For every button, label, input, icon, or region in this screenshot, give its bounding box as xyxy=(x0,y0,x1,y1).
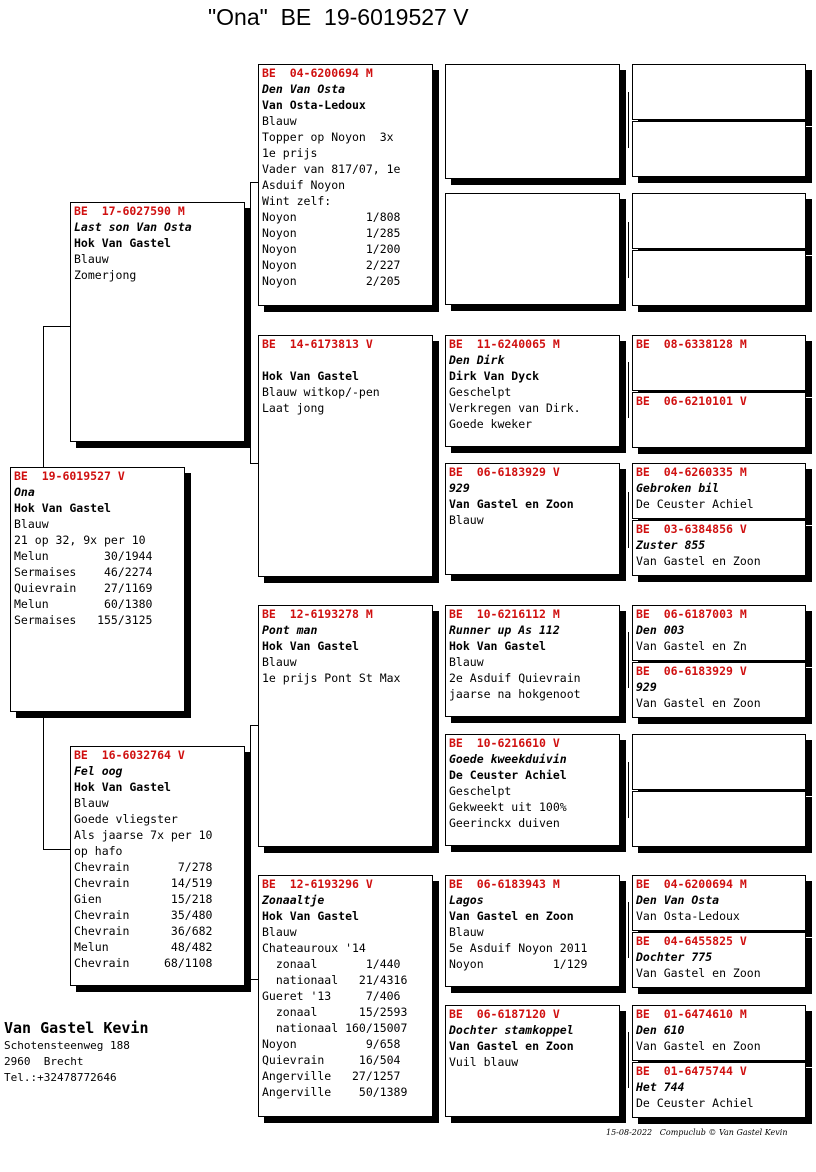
ring-number: BE 10-6216112 M xyxy=(449,607,560,621)
pigeon-card-g6[interactable] xyxy=(632,662,806,718)
pigeon-info: Quievrain 16/504 xyxy=(262,1053,401,1067)
pigeon-info: Gien 15/218 xyxy=(74,892,213,906)
pigeon-name: Het 744 xyxy=(636,1080,685,1094)
pigeon-info: Geschelpt xyxy=(449,385,512,399)
pigeon-info: Wint zelf: xyxy=(262,194,332,208)
pigeon-owner: Van Gastel en Zoon xyxy=(636,966,761,980)
pigeon-name: Gebroken bil xyxy=(636,481,720,495)
pigeon-card-dds[interactable] xyxy=(445,875,620,987)
pigeon-info: Blauw xyxy=(449,925,484,939)
connector xyxy=(43,326,71,327)
pigeon-name: Den Dirk xyxy=(449,353,505,367)
ring-number: BE 06-6183929 V xyxy=(636,664,747,678)
pigeon-card-subject[interactable] xyxy=(10,467,185,712)
pigeon-card-empty[interactable] xyxy=(632,64,806,120)
pigeon-info: Angerville 50/1389 xyxy=(262,1085,408,1099)
connector xyxy=(628,362,629,418)
pigeon-owner: Van Gastel en Zoon xyxy=(636,1039,761,1053)
ring-number: BE 10-6216610 V xyxy=(449,736,560,750)
pigeon-card-sdd[interactable] xyxy=(445,463,620,575)
pigeon-info: Blauw xyxy=(14,517,49,531)
pigeon-owner: Van Gastel en Zoon xyxy=(636,554,761,568)
pigeon-info: Chevrain 68/1108 xyxy=(74,956,213,970)
ring-number: BE 19-6019527 V xyxy=(14,469,125,483)
pigeon-card-g8[interactable] xyxy=(632,932,806,988)
pigeon-card-g1[interactable] xyxy=(632,335,806,391)
pigeon-info: Als jaarse 7x per 10 xyxy=(74,828,213,842)
ring-number: BE 11-6240065 M xyxy=(449,337,560,351)
connector xyxy=(43,849,71,850)
pigeon-owner: De Ceuster Achiel xyxy=(449,768,567,782)
pigeon-name: Fel oog xyxy=(74,764,123,778)
breeder-street: Schotensteenweg 188 xyxy=(4,1039,130,1052)
page-title: "Ona" BE 19-6019527 V xyxy=(208,4,469,30)
pigeon-info: Noyon 2/227 xyxy=(262,258,401,272)
pigeon-name: Pont man xyxy=(262,623,318,637)
ring-number: BE 12-6193296 V xyxy=(262,877,373,891)
pigeon-card-g5[interactable] xyxy=(632,605,806,661)
pigeon-info: Laat jong xyxy=(262,401,325,415)
pigeon-info: Melun 48/482 xyxy=(74,940,213,954)
pigeon-owner: Van Gastel en Zoon xyxy=(449,909,574,923)
pigeon-card-dss[interactable] xyxy=(445,605,620,717)
pigeon-owner: Hok Van Gastel xyxy=(262,369,359,383)
pigeon-name: Dochter stamkoppel xyxy=(449,1023,574,1037)
pigeon-card-sds[interactable] xyxy=(445,335,620,447)
pigeon-info: Blauw xyxy=(262,925,297,939)
pigeon-info: Chevrain 14/519 xyxy=(74,876,213,890)
pigeon-owner: Hok Van Gastel xyxy=(74,780,171,794)
pigeon-owner: De Ceuster Achiel xyxy=(636,1096,754,1110)
pigeon-card-g7[interactable] xyxy=(632,875,806,931)
pigeon-info: Melun 60/1380 xyxy=(14,597,153,611)
pigeon-info: Verkregen van Dirk. xyxy=(449,401,581,415)
pigeon-info: Blauw xyxy=(449,513,484,527)
pigeon-card-empty[interactable] xyxy=(445,64,620,179)
connector xyxy=(628,632,629,688)
pigeon-info: Sermaises 155/3125 xyxy=(14,613,153,627)
pigeon-card-empty[interactable] xyxy=(632,193,806,249)
pigeon-info: Gekweekt uit 100% xyxy=(449,800,567,814)
pigeon-name: Goede kweekduivin xyxy=(449,752,567,766)
pigeon-owner: Hok Van Gastel xyxy=(449,639,546,653)
pigeon-info: Noyon 1/285 xyxy=(262,226,401,240)
pigeon-info: op hafo xyxy=(74,844,123,858)
pigeon-info: Chevrain 7/278 xyxy=(74,860,213,874)
pigeon-card-g10[interactable] xyxy=(632,1062,806,1118)
pigeon-info: Geschelpt xyxy=(449,784,512,798)
pigeon-info: Zomerjong xyxy=(74,268,137,282)
ring-number: BE 06-6183943 M xyxy=(449,877,560,891)
connector xyxy=(438,662,439,790)
pigeon-info: zonaal 1/440 xyxy=(262,957,401,971)
ring-number: BE 03-6384856 V xyxy=(636,522,747,536)
pigeon-card-sire[interactable] xyxy=(70,202,245,442)
pigeon-card-g3[interactable] xyxy=(632,463,806,519)
pigeon-owner: Hok Van Gastel xyxy=(74,236,171,250)
pigeon-info: Geerinckx duiven xyxy=(449,816,560,830)
pigeon-card-empty[interactable] xyxy=(632,121,806,177)
pigeon-info: Noyon 1/808 xyxy=(262,210,401,224)
pigeon-info: 21 op 32, 9x per 10 xyxy=(14,533,146,547)
connector xyxy=(628,902,629,958)
pigeon-name: Zonaaltje xyxy=(262,893,325,907)
breeder-info xyxy=(4,1018,149,1086)
pigeon-card-empty[interactable] xyxy=(445,193,620,305)
ring-number: BE 01-6475744 V xyxy=(636,1064,747,1078)
ring-number: BE 01-6474610 M xyxy=(636,1007,747,1021)
pigeon-info: Noyon 1/129 xyxy=(449,957,588,971)
pigeon-name: Den Van Osta xyxy=(262,82,346,96)
pigeon-name: 929 xyxy=(636,680,657,694)
pigeon-info: Vader van 817/07, 1e xyxy=(262,162,401,176)
pigeon-card-ddd[interactable] xyxy=(445,1005,620,1117)
ring-number: BE 04-6200694 M xyxy=(636,877,747,891)
pigeon-info: Chevrain 36/682 xyxy=(74,924,213,938)
pigeon-name: Dochter 775 xyxy=(636,950,713,964)
connector xyxy=(438,932,439,1060)
ring-number: BE 04-6260335 M xyxy=(636,465,747,479)
pigeon-info: Vuil blauw xyxy=(449,1055,519,1069)
connector xyxy=(438,122,439,250)
pigeon-info: nationaal 160/15007 xyxy=(262,1021,408,1035)
pigeon-name: Den 003 xyxy=(636,623,685,637)
pigeon-name: 929 xyxy=(449,481,470,495)
pigeon-card-empty[interactable] xyxy=(632,734,806,790)
pigeon-info: jaarse na hokgenoot xyxy=(449,687,581,701)
pigeon-owner: Van Gastel en Zn xyxy=(636,639,747,653)
pigeon-info: Gueret '13 7/406 xyxy=(262,989,401,1003)
pigeon-name: Runner up As 112 xyxy=(449,623,560,637)
pigeon-card-empty[interactable] xyxy=(632,250,806,306)
pigeon-name: Den Van Osta xyxy=(636,893,720,907)
pigeon-info: Topper op Noyon 3x xyxy=(262,130,394,144)
pigeon-name xyxy=(259,352,432,368)
pigeon-owner: Hok Van Gastel xyxy=(262,639,359,653)
pigeon-info: zonaal 15/2593 xyxy=(262,1005,408,1019)
pigeon-info: 1e prijs xyxy=(262,146,318,160)
pigeon-card-dam-dam[interactable] xyxy=(258,875,433,1117)
pigeon-info: Noyon 9/658 xyxy=(262,1037,401,1051)
connector xyxy=(43,326,44,468)
breeder-phone: Tel.:+32478772646 xyxy=(4,1071,117,1084)
breeder-city: 2960 Brecht xyxy=(4,1055,84,1068)
pigeon-info: nationaal 21/4316 xyxy=(262,973,408,987)
ring-number: BE 12-6193278 M xyxy=(262,607,373,621)
connector xyxy=(628,1032,629,1088)
footer-credit: 15-08-2022 Compuclub © Van Gastel Kevin xyxy=(606,1128,788,1137)
pigeon-owner: De Ceuster Achiel xyxy=(636,497,754,511)
pigeon-card-dsd[interactable] xyxy=(445,734,620,846)
pigeon-info: Melun 30/1944 xyxy=(14,549,153,563)
pigeon-info: 1e prijs Pont St Max xyxy=(262,671,401,685)
pigeon-owner: Hok Van Gastel xyxy=(262,909,359,923)
pigeon-info: Asduif Noyon xyxy=(262,178,346,192)
ring-number: BE 17-6027590 M xyxy=(74,204,185,218)
connector xyxy=(43,714,44,850)
pigeon-info: Quievrain 27/1169 xyxy=(14,581,153,595)
ring-number: BE 16-6032764 V xyxy=(74,748,185,762)
pigeon-info: Noyon 2/205 xyxy=(262,274,401,288)
pigeon-owner: Van Osta-Ledoux xyxy=(636,909,740,923)
pigeon-info: Chateauroux '14 xyxy=(262,941,366,955)
breeder-name: Van Gastel Kevin xyxy=(4,1019,149,1037)
pigeon-owner: Van Osta-Ledoux xyxy=(262,98,366,112)
pigeon-owner: Van Gastel en Zoon xyxy=(636,696,761,710)
ring-number: BE 04-6200694 M xyxy=(262,66,373,80)
pigeon-card-sire-sire[interactable] xyxy=(258,64,433,306)
connector xyxy=(628,222,629,278)
ring-number: BE 06-6187120 V xyxy=(449,1007,560,1021)
ring-number: BE 06-6183929 V xyxy=(449,465,560,479)
pigeon-name: Lagos xyxy=(449,893,484,907)
pigeon-info: Blauw xyxy=(262,114,297,128)
pigeon-card-dam[interactable] xyxy=(70,746,245,986)
pigeon-name: Ona xyxy=(14,485,35,499)
pigeon-info: Goede vliegster xyxy=(74,812,178,826)
pigeon-info: Blauw witkop/-pen xyxy=(262,385,380,399)
pigeon-card-empty[interactable] xyxy=(632,791,806,847)
pigeon-info: Blauw xyxy=(449,655,484,669)
ring-number: BE 14-6173813 V xyxy=(262,337,373,351)
pigeon-card-dam-sire[interactable] xyxy=(258,605,433,847)
pigeon-info: 2e Asduif Quievrain xyxy=(449,671,581,685)
ring-number: BE 06-6210101 V xyxy=(636,394,747,408)
pigeon-name: Zuster 855 xyxy=(636,538,706,552)
pigeon-name: Den 610 xyxy=(636,1023,685,1037)
connector xyxy=(250,725,251,980)
pigeon-info: Blauw xyxy=(74,252,109,266)
ring-number: BE 06-6187003 M xyxy=(636,607,747,621)
pigeon-card-g9[interactable] xyxy=(632,1005,806,1061)
pigeon-card-g2[interactable] xyxy=(632,392,806,448)
pigeon-owner: Dirk Van Dyck xyxy=(449,369,540,383)
pigeon-info: Noyon 1/200 xyxy=(262,242,401,256)
ring-number: BE 04-6455825 V xyxy=(636,934,747,948)
pigeon-card-g4[interactable] xyxy=(632,520,806,576)
pigeon-owner: Hok Van Gastel xyxy=(14,501,111,515)
pigeon-owner: Van Gastel en Zoon xyxy=(449,1039,574,1053)
pigeon-info: Goede kweker xyxy=(449,417,533,431)
pigeon-info: 5e Asduif Noyon 2011 xyxy=(449,941,588,955)
connector xyxy=(628,492,629,548)
pigeon-info: Angerville 27/1257 xyxy=(262,1069,401,1083)
pigeon-card-sire-dam[interactable] xyxy=(258,335,433,577)
pigeon-info: Blauw xyxy=(262,655,297,669)
connector xyxy=(628,762,629,818)
connector xyxy=(628,92,629,148)
ring-number: BE 08-6338128 M xyxy=(636,337,747,351)
pigeon-info: Chevrain 35/480 xyxy=(74,908,213,922)
pigeon-owner: Van Gastel en Zoon xyxy=(449,497,574,511)
pigeon-info: Blauw xyxy=(74,796,109,810)
pigeon-info: Sermaises 46/2274 xyxy=(14,565,153,579)
connector xyxy=(250,182,251,464)
connector xyxy=(438,392,439,520)
pigeon-name: Last son Van Osta xyxy=(74,220,192,234)
